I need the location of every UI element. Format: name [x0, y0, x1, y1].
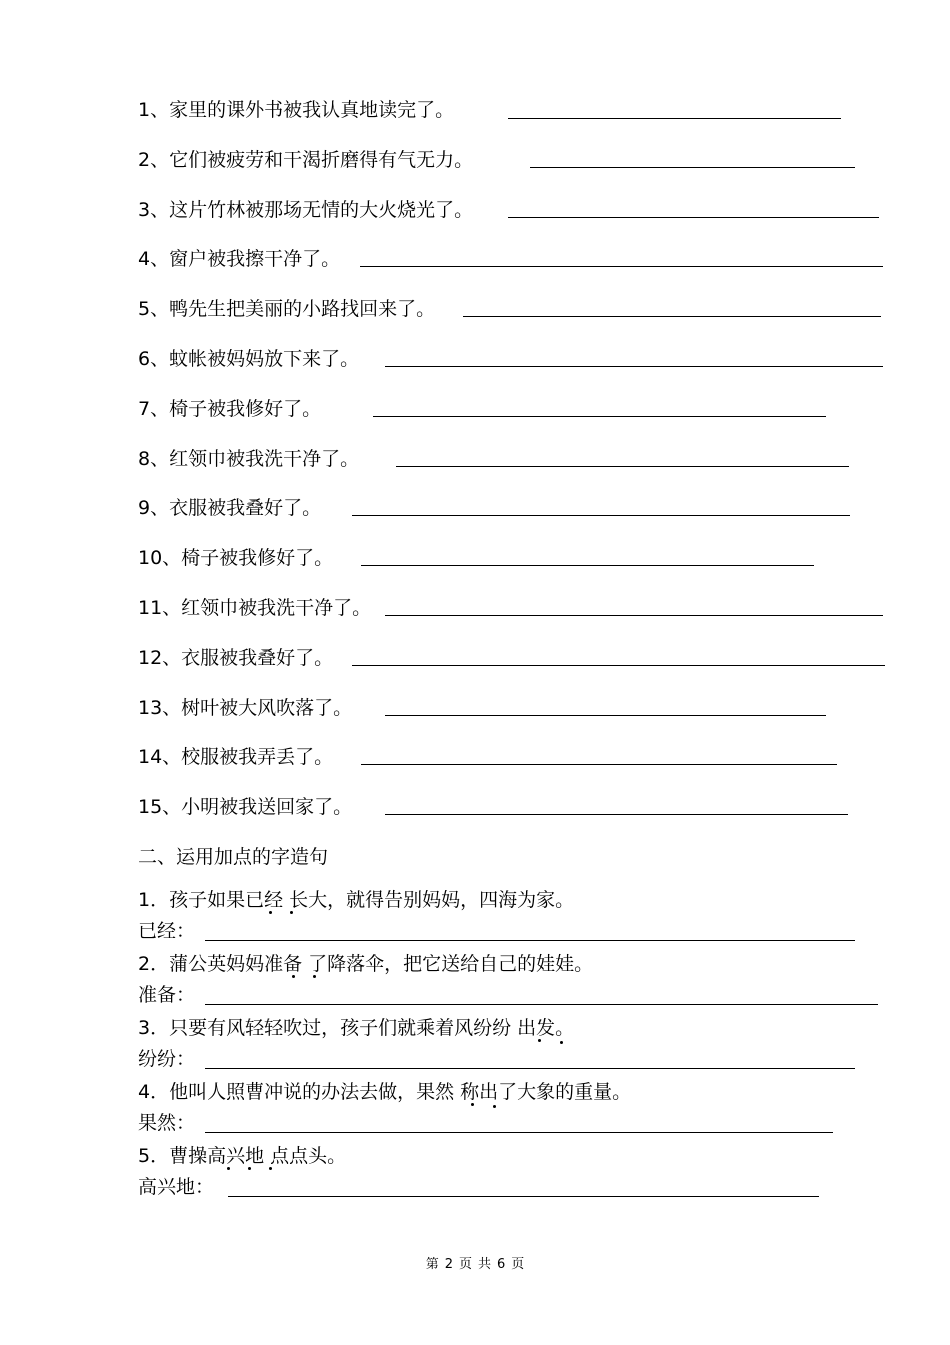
emphasis-dot — [538, 1039, 541, 1042]
answer-line[interactable] — [373, 416, 826, 417]
sentence-item: 2．蒲公英妈妈准备 了降落伞，把它送给自己的娃娃。 — [138, 953, 594, 975]
answer-line[interactable] — [228, 1196, 819, 1197]
exercise-item: 9、衣服被我叠好了。 — [138, 497, 322, 519]
answer-line[interactable] — [205, 940, 855, 941]
emphasis-dot — [269, 911, 272, 914]
answer-line[interactable] — [396, 466, 849, 467]
exercise-item: 11、红领巾被我洗干净了。 — [138, 597, 372, 619]
sentence-item: 3．只要有风轻轻吹过，孩子们就乘着风纷纷 出发。 — [138, 1017, 575, 1039]
sentence-label: 纷纷： — [138, 1048, 196, 1070]
answer-line[interactable] — [360, 266, 883, 267]
emphasis-dot — [290, 911, 293, 914]
exercise-item: 14、校服被我弄丢了。 — [138, 746, 334, 768]
exercise-item: 6、蚊帐被妈妈放下来了。 — [138, 348, 360, 370]
exercise-item: 7、椅子被我修好了。 — [138, 398, 322, 420]
exercise-item: 13、树叶被大风吹落了。 — [138, 697, 353, 719]
total-page-number: 6 — [497, 1257, 506, 1272]
answer-line[interactable] — [361, 565, 814, 566]
answer-line[interactable] — [352, 665, 885, 666]
footer-text: 页 — [458, 1257, 472, 1272]
emphasis-dot — [493, 1105, 496, 1108]
sentence-label: 高兴地： — [138, 1176, 215, 1198]
footer-text: 第 — [425, 1257, 439, 1272]
answer-line[interactable] — [205, 1068, 855, 1069]
sentence-item: 1．孩子如果已经 长大，就得告别妈妈，四海为家。 — [138, 889, 575, 911]
exercise-item: 10、椅子被我修好了。 — [138, 547, 334, 569]
emphasis-dot — [227, 1167, 230, 1170]
emphasis-dot — [313, 975, 316, 978]
emphasis-dot — [560, 1041, 563, 1044]
answer-line[interactable] — [385, 814, 848, 815]
answer-line[interactable] — [205, 1004, 878, 1005]
footer-text: 页 — [511, 1257, 525, 1272]
answer-line[interactable] — [463, 316, 881, 317]
answer-line[interactable] — [361, 764, 837, 765]
answer-line[interactable] — [508, 118, 841, 119]
emphasis-dot — [269, 1167, 272, 1170]
exercise-item: 15、小明被我送回家了。 — [138, 796, 353, 818]
exercise-item: 5、鸭先生把美丽的小路找回来了。 — [138, 298, 436, 320]
answer-line[interactable] — [508, 217, 879, 218]
sentence-label: 果然： — [138, 1112, 196, 1134]
footer-text: 共 — [478, 1257, 492, 1272]
answer-line[interactable] — [352, 515, 850, 516]
exercise-item: 1、家里的课外书被我认真地读完了。 — [138, 99, 455, 121]
exercise-item: 4、窗户被我擦干净了。 — [138, 248, 341, 270]
sentence-item: 5．曹操高兴地 点点头。 — [138, 1145, 347, 1167]
emphasis-dot — [471, 1103, 474, 1106]
sentence-label: 准备： — [138, 984, 196, 1006]
emphasis-dot — [248, 1167, 251, 1170]
exercise-item: 8、红领巾被我洗干净了。 — [138, 448, 360, 470]
page-footer — [0, 1253, 950, 1272]
answer-line[interactable] — [530, 167, 855, 168]
answer-line[interactable] — [385, 366, 883, 367]
answer-line[interactable] — [385, 715, 826, 716]
section-heading: 二、运用加点的字造句 — [138, 846, 329, 868]
emphasis-dot — [292, 975, 295, 978]
answer-line[interactable] — [205, 1132, 833, 1133]
current-page-number: 2 — [444, 1257, 453, 1272]
answer-line[interactable] — [385, 615, 883, 616]
exercise-item: 12、衣服被我叠好了。 — [138, 647, 334, 669]
exercise-item: 3、这片竹林被那场无情的大火烧光了。 — [138, 199, 474, 221]
exercise-item: 2、它们被疲劳和干渴折磨得有气无力。 — [138, 149, 474, 171]
sentence-item: 4．他叫人照曹冲说的办法去做，果然 称出了大象的重量。 — [138, 1081, 632, 1103]
sentence-label: 已经： — [138, 920, 196, 942]
